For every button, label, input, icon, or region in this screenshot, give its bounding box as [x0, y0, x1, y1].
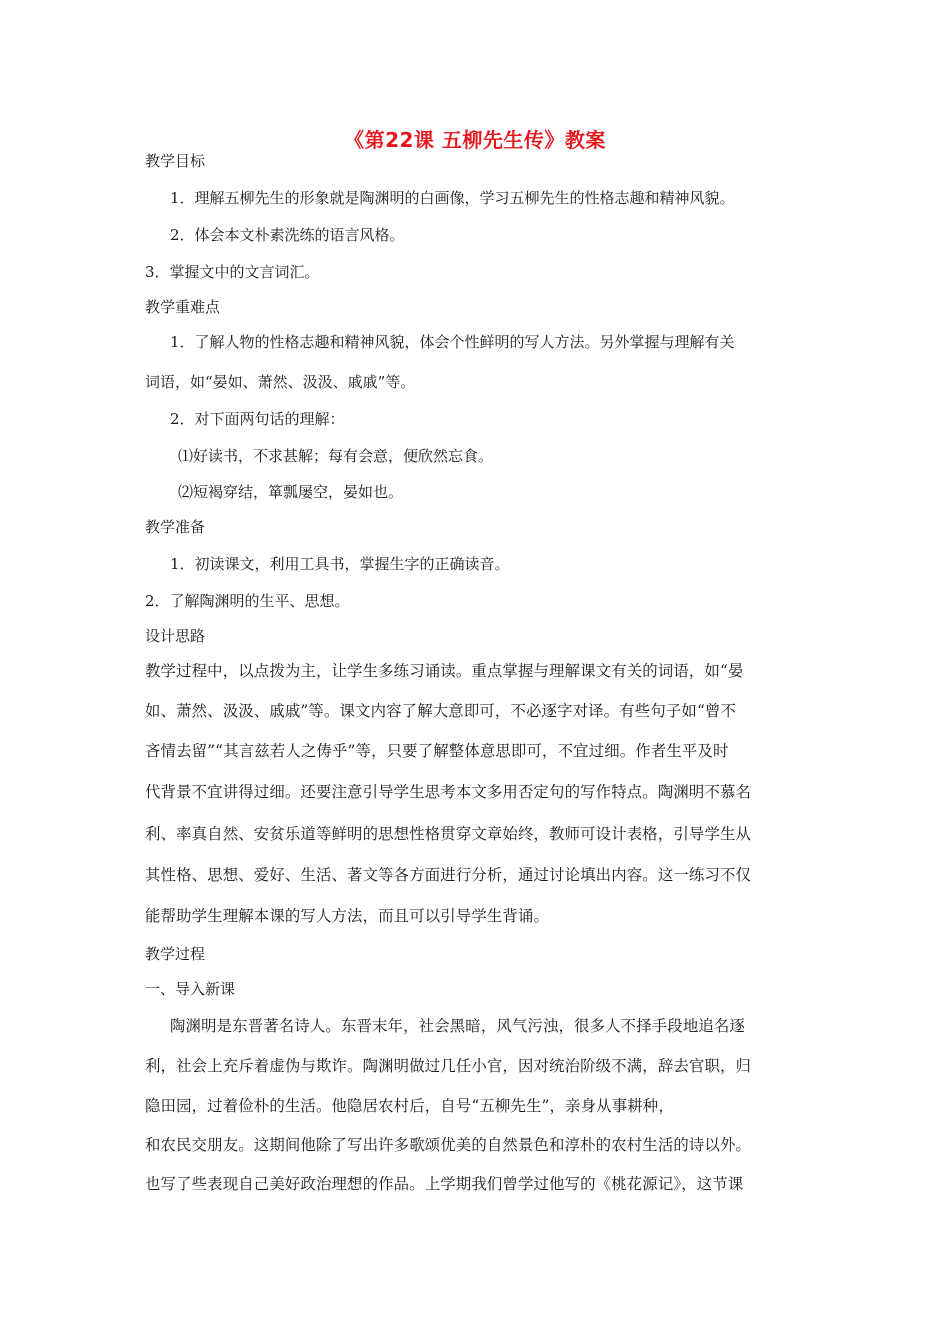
key-point-sub-item: ⑵短褐穿结，箪瓢屡空，晏如也。: [178, 483, 404, 501]
section-heading-objectives: 教学目标: [145, 152, 206, 170]
design-paragraph-line: 其性格、思想、爱好、生活、著文等各方面进行分析，通过讨论填出内容。这一练习不仅: [145, 866, 752, 884]
design-paragraph-line: 能帮助学生理解本课的写人方法，而且可以引导学生背诵。: [145, 907, 550, 925]
section-heading-preparation: 教学准备: [145, 518, 206, 536]
objective-item: 1．理解五柳先生的形象就是陶渊明的白画像，学习五柳先生的性格志趣和精神风貌。: [170, 189, 735, 207]
preparation-item: 1．初读课文，利用工具书，掌握生字的正确读音。: [170, 555, 510, 573]
process-paragraph-line: 隐田园，过着俭朴的生活。他隐居农村后，自号“五柳先生”，亲身从事耕种，: [145, 1097, 674, 1115]
document-title: 《第22课 五柳先生传》教案: [344, 128, 606, 152]
section-heading-design: 设计思路: [145, 627, 206, 645]
section-heading-key-points: 教学重难点: [145, 298, 221, 316]
objective-item: 3．掌握文中的文言词汇。: [145, 263, 320, 281]
key-point-line: 词语，如“晏如、萧然、汲汲、戚戚”等。: [145, 373, 416, 391]
key-point-sub-item: ⑴好读书，不求甚解；每有会意，便欣然忘食。: [178, 447, 494, 465]
section-heading-process: 教学过程: [145, 945, 206, 963]
design-paragraph-line: 如、萧然、汲汲、戚戚”等。课文内容了解大意即可，不必逐字对译。有些句子如“曾不: [145, 702, 737, 720]
objective-item: 2．体会本文朴素洗练的语言风格。: [170, 226, 405, 244]
preparation-item: 2．了解陶渊明的生平、思想。: [145, 592, 350, 610]
design-paragraph-line: 教学过程中，以点拨为主，让学生多练习诵读。重点掌握与理解课文有关的词语，如“晏: [145, 662, 744, 680]
key-point-line: 1．了解人物的性格志趣和精神风貌，体会个性鲜明的写人方法。另外掌握与理解有关: [170, 333, 735, 351]
process-paragraph-line: 也写了些表现自己美好政治理想的作品。上学期我们曾学过他写的《桃花源记》，这节课: [145, 1175, 744, 1193]
design-paragraph-line: 代背景不宜讲得过细。还要注意引导学生思考本文多用否定句的写作特点。陶渊明不慕名: [145, 783, 752, 801]
process-paragraph-line: 和农民交朋友。这期间他除了写出许多歌颂优美的自然景色和淳朴的农村生活的诗以外。: [145, 1136, 752, 1154]
process-paragraph-line: 利，社会上充斥着虚伪与欺诈。陶渊明做过几任小官，因对统治阶级不满，辞去官职，归: [145, 1057, 752, 1075]
key-point-item: 2．对下面两句话的理解：: [170, 410, 345, 428]
design-paragraph-line: 利、率真自然、安贫乐道等鲜明的思想性格贯穿文章始终，教师可设计表格，引导学生从: [145, 825, 752, 843]
design-paragraph-line: 吝情去留”“其言兹若人之俦乎”等，只要了解整体意思即可，不宜过细。作者生平及时: [145, 742, 729, 760]
process-sub-heading: 一、导入新课: [145, 980, 236, 998]
process-paragraph-line: 陶渊明是东晋著名诗人。东晋末年，社会黑暗，风气污浊，很多人不择手段地追名逐: [170, 1017, 746, 1035]
